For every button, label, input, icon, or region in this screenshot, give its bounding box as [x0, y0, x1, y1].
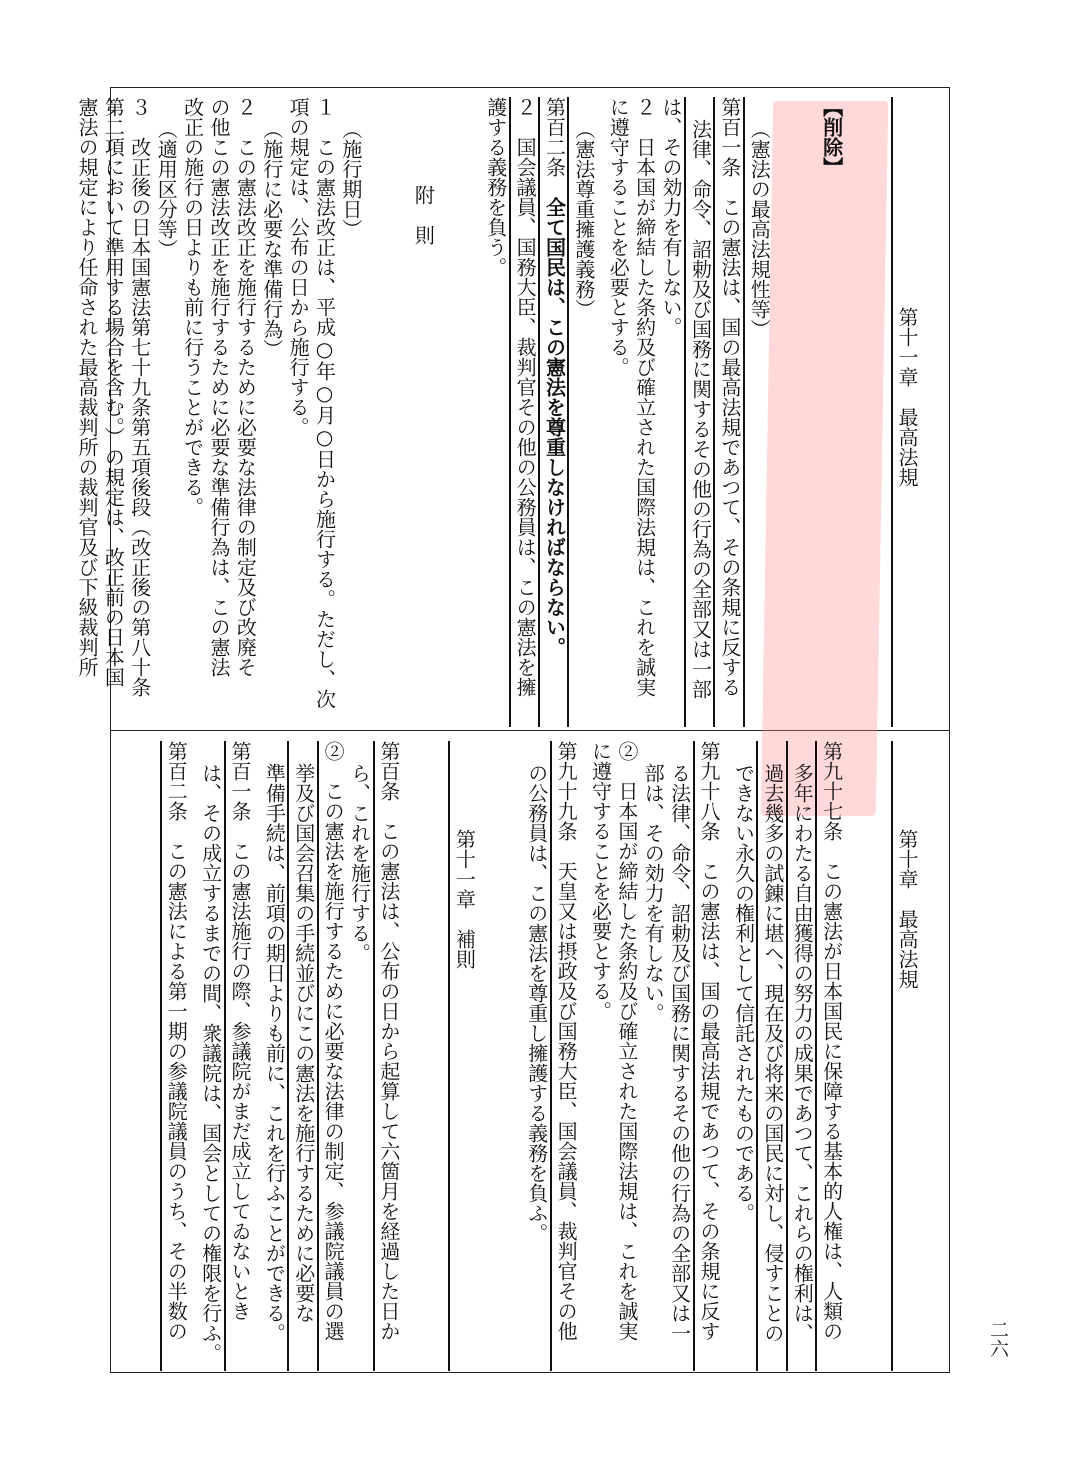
art100-para2-line: 挙及び国会召集の手続並びにこの憲法を施行するために必要な: [287, 741, 316, 1371]
chapter10-title: 第十章 最高法規: [891, 741, 920, 1371]
art100-para2-line: ② この憲法を施行するために必要な法律の制定、参議院議員の選: [317, 741, 346, 1371]
sup2-heading: （施行に必要な準備行為）: [259, 119, 284, 359]
art102-para2-line: ２ 国会議員、国務大臣、裁判官その他の公務員は、この憲法を擁: [509, 97, 538, 727]
art98-line: る法律、命令、詔勅及び国務に関するその他の行為の全部又は一: [667, 763, 692, 1343]
art97-line: 多年にわたる自由獲得の努力の成果であつて、これらの権利は、: [786, 741, 815, 1371]
sup3-line: 第二項において準用する場合を含む。）の規定は、改正前の日本国: [101, 97, 126, 687]
art102-bold-text: 全て国民は、この憲法を尊重しなければならない。: [542, 197, 567, 657]
art98-para2-line: ② 日本国が締結した条約及び確立された国際法規は、これを誠実: [614, 741, 639, 1341]
chapter-title-top: 第十一章 最高法規: [891, 97, 920, 727]
sup2-line: 改正の施行の日よりも前に行うことができる。: [180, 97, 205, 517]
supplementary-title: 附 則: [411, 185, 436, 245]
current-constitution-text: [160, 741, 928, 1371]
art97-line: 第九十七条 この憲法が日本国民に保障する基本的人権は、人類の: [815, 741, 844, 1371]
art101-line: は、その効力を有しない。: [659, 97, 684, 337]
sup2-line: ２ この憲法改正を施行するために必要な法律の制定及び改廃そ: [233, 97, 258, 677]
sup1-heading: （施行期日）: [338, 119, 363, 239]
amendment-draft-text: [74, 97, 928, 727]
sup3-heading: （適用区分等）: [154, 119, 179, 259]
art100-line: 第百条 この憲法は、公布の日から起算して六箇月を経過した日か: [373, 741, 402, 1371]
amendment-draft-panel: [75, 89, 948, 727]
art98-line: 第九十八条 この憲法は、国の最高法規であつて、その条規に反す: [693, 741, 722, 1371]
art98-para2-line: に遵守することを必要とする。: [588, 741, 613, 1021]
sup1-line: １ この憲法改正は、平成○年○月○日から施行する。ただし、次: [312, 97, 337, 709]
art97-line: できない永久の権利として信託されたものである。: [731, 763, 756, 1223]
sup3-line: 憲法の規定により任命された最高裁判所の裁判官及び下級裁判所: [75, 97, 100, 677]
chapter11-title: 第十一章 補則: [448, 741, 477, 1371]
sup2-line: の他この憲法改正を施行するために必要な準備行為は、この憲法: [206, 97, 231, 677]
art99-line: の公務員は、この憲法を尊重し擁護する義務を負ふ。: [524, 763, 549, 1243]
art102-para2-line: 護する義務を負う。: [483, 97, 508, 277]
art102-line: [538, 97, 567, 727]
art101-current-line: 第百一条 この憲法施行の際、参議院がまだ成立してゐないとき: [224, 741, 253, 1371]
art101-line: 第百一条 この憲法は、国の最高法規であつて、その条規に反する: [713, 97, 742, 727]
art101-para2-line: に遵守することを必要とする。: [606, 97, 631, 377]
current-constitution-panel: [112, 733, 948, 1371]
art102-current-line: 第百二条 この憲法による第一期の参議院議員のうち、その半数の: [160, 741, 189, 1371]
art100-para2-line: 準備手続は、前項の期日よりも前に、これを行ふことができる。: [262, 763, 287, 1343]
art102-label: 第百二条: [542, 97, 567, 197]
sup3-line: ３ 改正後の日本国憲法第七十九条第五項後段（改正後の第八十条: [127, 97, 152, 697]
art100-line: ら、これを施行する。: [347, 763, 372, 963]
deleted-label: 【削除】: [819, 97, 844, 177]
art97-line: 過去幾多の試錬に堪へ、現在及び将来の国民に対し、侵すことの: [756, 741, 785, 1371]
sup1-line: 項の規定は、公布の日から施行する。: [286, 97, 311, 437]
art101-heading: （憲法の最高法規性等）: [743, 97, 772, 727]
art101-current-line: は、その成立するまでの間、衆議院は、国会としての権限を行ふ。: [198, 763, 223, 1363]
art101-line: 法律、命令、詔勅及び国務に関するその他の行為の全部又は一部: [684, 97, 713, 727]
art102-heading: （憲法尊重擁護義務）: [567, 97, 596, 727]
art99-line: 第九十九条 天皇又は摂政及び国務大臣、国会議員、裁判官その他: [550, 741, 579, 1371]
art98-line: 部は、その効力を有しない。: [641, 763, 666, 1023]
art101-para2-line: ２ 日本国が締結した条約及び確立された国際法規は、これを誠実: [632, 97, 657, 697]
page-number: 二六: [987, 1320, 1009, 1358]
